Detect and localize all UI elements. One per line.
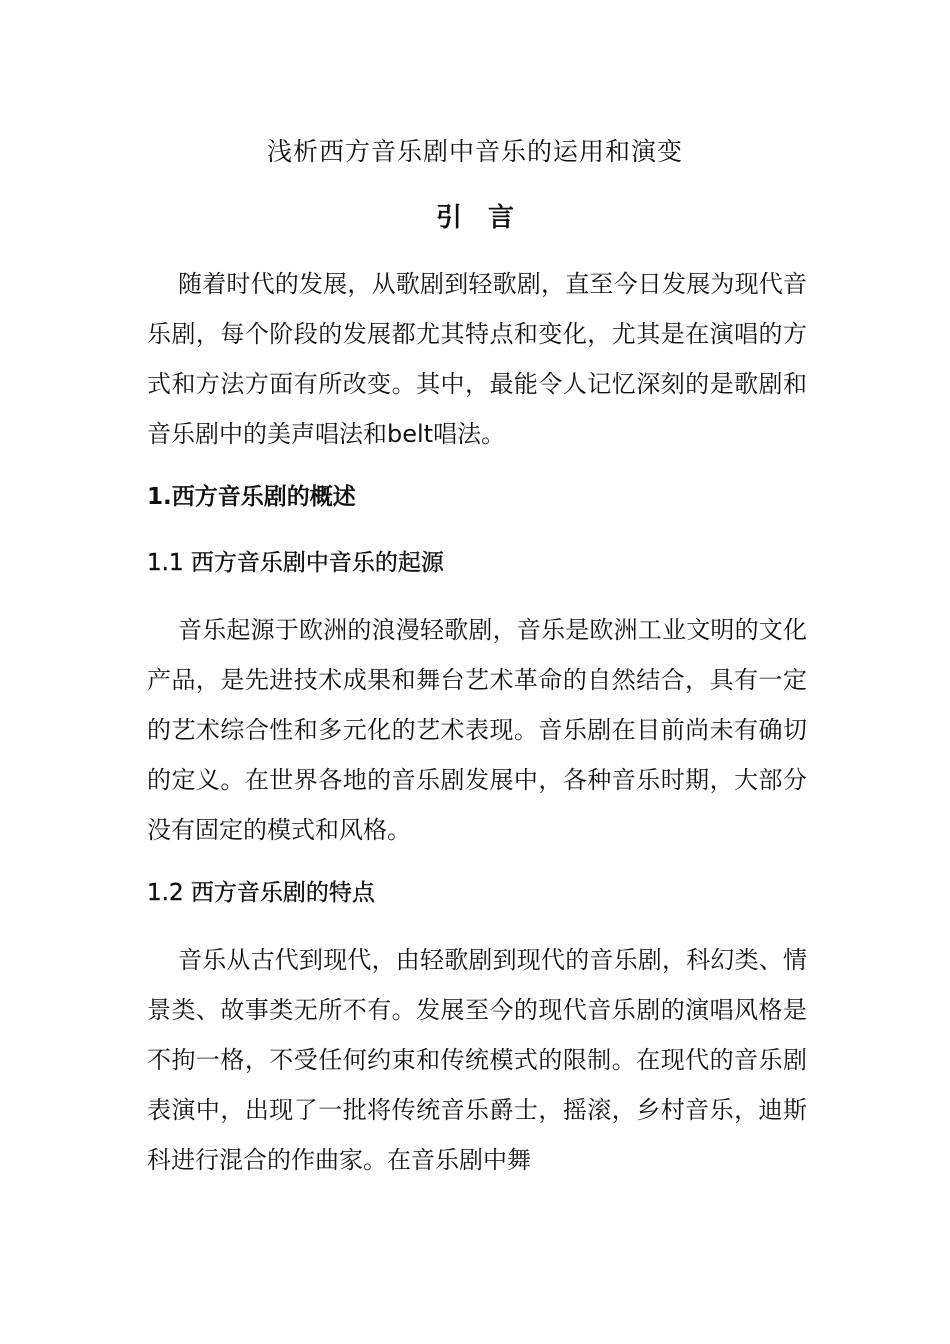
intro-heading: 引言 xyxy=(435,203,540,233)
document-title: 浅析西方音乐剧中音乐的运用和演变 xyxy=(266,137,683,166)
intro-paragraph: 随着时代的发展，从歌剧到轻歌剧，直至今日发展为现代音乐剧，每个阶段的发展都尤其特点和变化，尤其是在演唱的方式和方法方面有所改变。其中，最能令人记忆深刻的是歌剧和音乐剧中的美声唱法和belt唱法。 xyxy=(147,270,807,448)
subsection-heading-features: 1.2 西方音乐剧的特点 xyxy=(147,880,375,906)
features-paragraph: 音乐从古代到现代，由轻歌剧到现代的音乐剧，科幻类、情景类、故事类无所不有。发展至今的现代音乐剧的演唱风格是不拘一格，不受任何约束和传统模式的限制。在现代的音乐剧表演中，出现了一批将传统音乐爵士，摇滚，乡村音乐，迪斯科进行混合的作曲家。在音乐剧中舞 xyxy=(147,946,807,1174)
section-heading: 1.西方音乐剧的概述 xyxy=(147,484,356,510)
subsection-heading-origin: 1.1 西方音乐剧中音乐的起源 xyxy=(147,550,444,576)
origin-paragraph: 音乐起源于欧洲的浪漫轻歌剧，音乐是欧洲工业文明的文化产品，是先进技术成果和舞台艺术革命的自然结合，具有一定的艺术综合性和多元化的艺术表现。音乐剧在目前尚未有确切的定义。在世界各地的音乐剧发展中，各种音乐时期，大部分没有固定的模式和风格。 xyxy=(147,616,807,844)
